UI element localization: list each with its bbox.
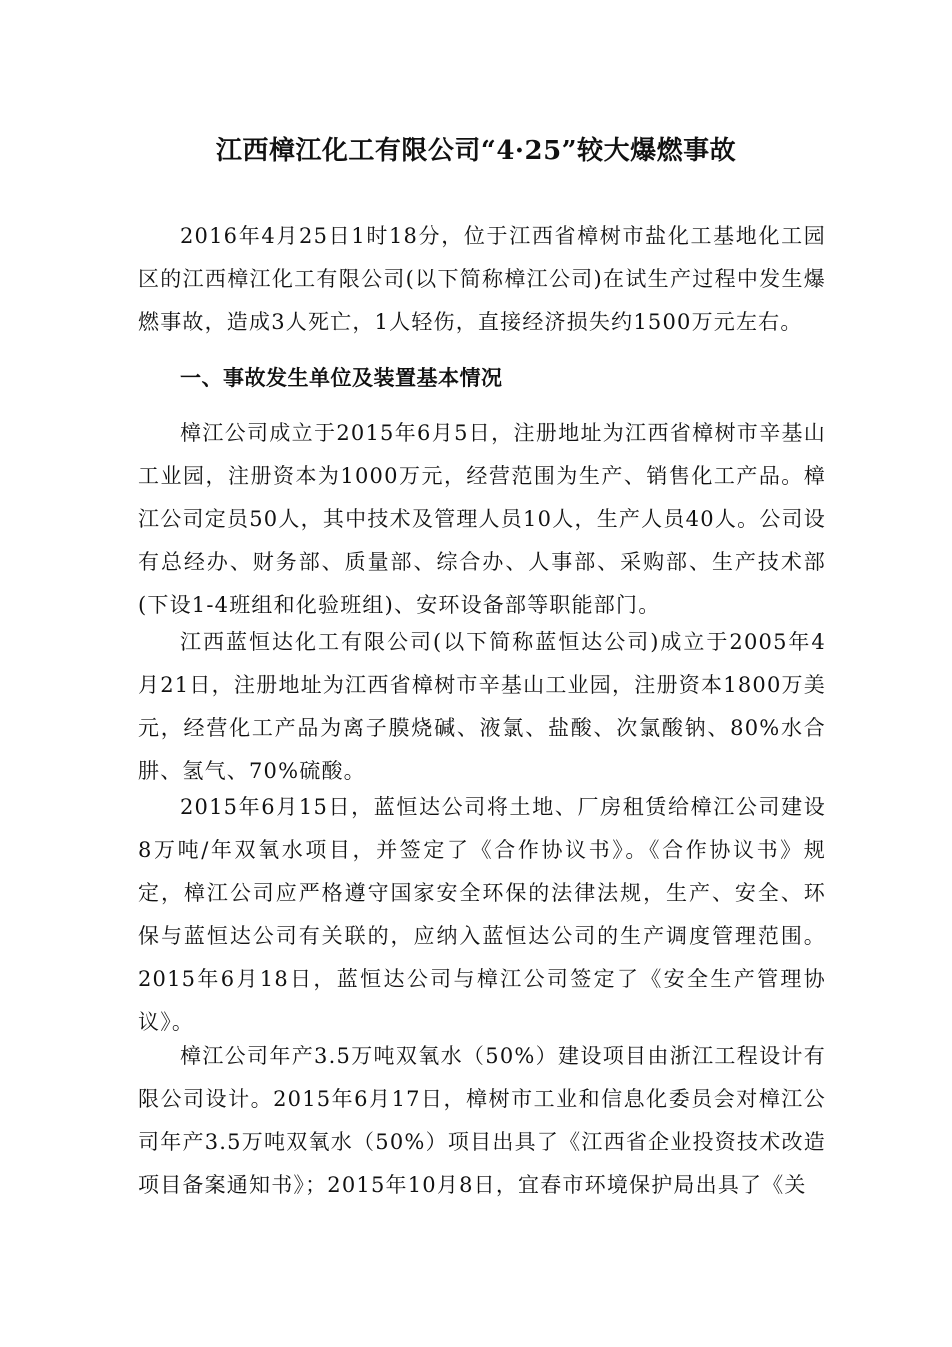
section-heading: 一、事故发生单位及装置基本情况: [180, 365, 503, 390]
intro-paragraph: 2016年4月25日1时18分，位于江西省樟树市盐化工基地化工园区的江西樟江化工有限公司(以下简称樟江公司)在试生产过程中发生爆燃事故，造成3人死亡，1人轻伤，直接经济损失约1500万元左右。: [138, 224, 826, 334]
partner-company-paragraph: 江西蓝恒达化工有限公司(以下简称蓝恒达公司)成立于2005年4月21日，注册地址为江西省樟树市辛基山工业园，注册资本1800万美元，经营化工产品为离子膜烧碱、液氯、盐酸、次氯酸钠、80%水合肼、氢气、70%硫酸。: [138, 630, 826, 783]
company-paragraph: 樟江公司成立于2015年6月5日，注册地址为江西省樟树市辛基山工业园，注册资本为1000万元，经营范围为生产、销售化工产品。樟江公司定员50人，其中技术及管理人员10人，生产人员40人。公司设有总经办、财务部、质量部、综合办、人事部、采购部、生产技术部(下设1-4班组和化验班组)、安环设备部等职能部门。: [138, 421, 826, 617]
agreement-paragraph: 2015年6月15日，蓝恒达公司将土地、厂房租赁给樟江公司建设8万吨/年双氧水项目，并签定了《合作协议书》。《合作协议书》规定，樟江公司应严格遵守国家安全环保的法律法规，生产、安全、环保与蓝恒达公司有关联的，应纳入蓝恒达公司的生产调度管理范围。2015年6月18日，蓝恒达公司与樟江公司签定了《安全生产管理协议》。: [138, 795, 826, 1034]
document-title: 江西樟江化工有限公司“4·25”较大爆燃事故: [215, 136, 737, 166]
project-paragraph: 樟江公司年产3.5万吨双氧水（50%）建设项目由浙江工程设计有限公司设计。2015年6月17日，樟树市工业和信息化委员会对樟江公司年产3.5万吨双氧水（50%）项目出具了《江西省企业投资技术改造项目备案通知书》；2015年10月8日，宜春市环境保护局出具了《关: [138, 1044, 826, 1197]
